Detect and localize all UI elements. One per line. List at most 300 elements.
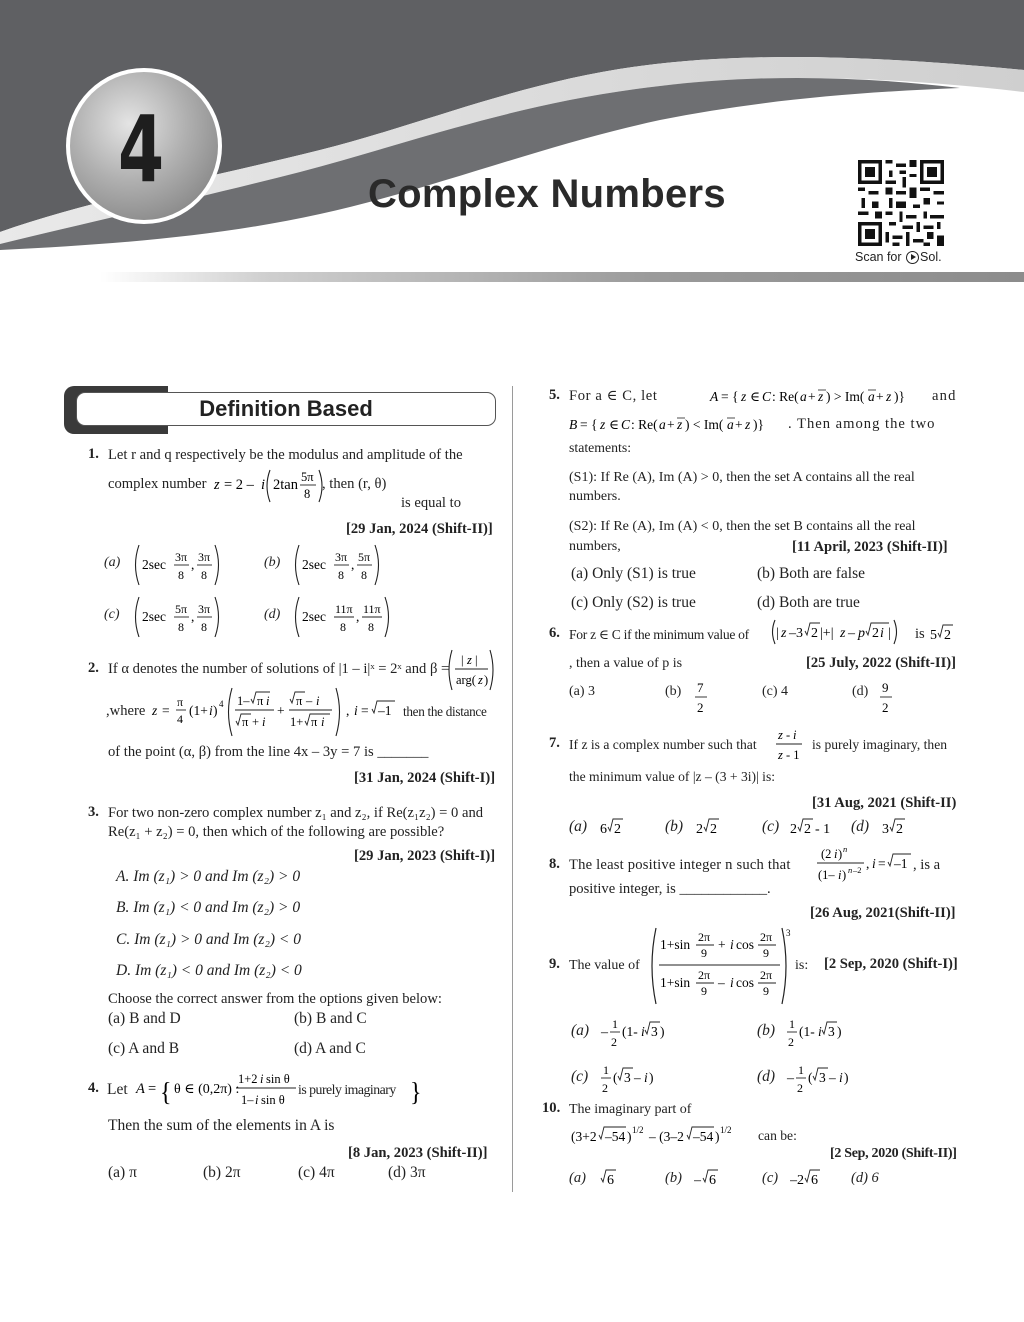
q8-text-line1-pre: The least positive integer n such that [569,857,791,873]
svg-text:|: | [776,626,779,641]
q7-option-d[interactable]: (d) [851,818,870,835]
q10-option-b-value [694,1166,728,1190]
svg-text:z: z [152,703,158,718]
svg-text:–2: –2 [853,865,862,875]
svg-text:+: + [252,715,260,729]
q2-text-line2-post: then the distance [403,704,487,719]
q4-option-a[interactable]: (a) π [108,1164,137,1181]
q1-text-line2-post: , then (r, θ) [322,476,387,492]
q1-option-a[interactable]: (a) [104,555,121,570]
q3-statement-d: D. Im (z₁) < 0 and Im (z₂) < 0 [116,962,302,979]
svg-text:i: i [872,856,876,871]
svg-text:z: z [467,653,472,667]
q5-set-a [708,384,920,410]
q2-text-line2-pre: ,where [106,703,146,719]
q3-option-c[interactable]: (c) A and B [108,1040,180,1057]
svg-text:)}: )} [753,417,764,432]
q5-option-d[interactable]: (d) Both are true [757,594,860,611]
svg-text:9: 9 [882,680,889,695]
svg-text:–1: –1 [378,703,392,718]
q5-s1-line2: numbers. [569,489,621,504]
svg-text:2sec: 2sec [142,609,166,624]
svg-text:B: B [569,417,578,432]
q5-option-c[interactable]: (c) Only (S2) is true [571,594,696,611]
svg-text:2: 2 [811,626,818,641]
q6-option-d[interactable]: (d) [852,684,869,699]
q1-option-d[interactable]: (d) [264,607,281,622]
svg-text:a: a [800,389,807,404]
question-number: 7. [549,735,560,751]
q10-text-line1: The imaginary part of [569,1102,692,1117]
q9-text-line1-pre: The value of [569,958,640,973]
q6-option-a[interactable]: (a) 3 [569,684,596,699]
q1-text-line2-pre: complex number [108,476,207,492]
q3-text-line2: Re(z₁ + z₂) = 0, then which of the following are possible? [108,824,445,840]
svg-text:2tan: 2tan [273,477,298,493]
svg-text:(: ( [613,1070,618,1085]
svg-text:n: n [843,844,848,854]
q1-complex-expression [212,464,332,508]
svg-text:–: – [718,975,725,990]
q10-text-line2-post: can be: [758,1128,797,1143]
q4-text-line2: Then the sum of the elements in A is [108,1117,335,1134]
svg-text:i: i [316,694,320,708]
q1-text-line1: Let r and q respectively be the modulus and amplitude of the [108,447,463,463]
svg-text:π: π [177,695,184,709]
q5-source: [11 April, 2023 (Shift-II)] [792,539,948,555]
q9-option-b-value [786,1013,856,1055]
svg-text:2: 2 [882,700,889,715]
q7-option-c-value [790,815,840,839]
svg-text:2: 2 [614,822,621,837]
svg-text:2: 2 [944,628,951,643]
q3-instruction: Choose the correct answer from the options given below: [108,991,442,1007]
q3-statement-a: A. Im (z₁) > 0 and Im (z₂) > 0 [116,868,301,885]
svg-text:π: π [311,715,318,729]
svg-text:a: a [868,389,875,404]
svg-text:}: } [410,1078,422,1107]
svg-text:8: 8 [201,568,207,582]
svg-text:=: = [878,856,886,871]
svg-text:z: z [778,748,783,762]
svg-text:3: 3 [651,1024,658,1039]
svg-text:A: A [136,1081,145,1097]
svg-text:–: – [601,1025,608,1040]
svg-text:1+: 1+ [290,715,304,729]
svg-text:1/2: 1/2 [720,1125,732,1135]
q5-s1-line1: (S1): If Re (A), Im (A) > 0, then the set A contains all the real [569,470,915,485]
q7-option-a[interactable]: (a) [569,818,588,835]
svg-text:–3: –3 [789,626,803,641]
svg-text:–2: –2 [790,1173,804,1188]
q1-option-d-value [292,594,402,640]
svg-text:3: 3 [624,1070,631,1085]
svg-text:8: 8 [338,568,344,582]
svg-text:p: p [858,626,865,641]
q1-text-line3: is equal to [401,495,461,511]
scan-for-solution-label [855,250,942,264]
svg-text:2sec: 2sec [142,557,166,572]
q9-option-b[interactable]: (b) [757,1022,776,1039]
svg-text:i: i [321,715,325,729]
play-icon [906,251,919,264]
svg-text:+: + [667,417,675,432]
svg-text:{: { [160,1078,172,1107]
svg-text:2: 2 [611,1035,617,1049]
svg-text:)}: )} [894,389,905,404]
svg-text:i: i [261,477,266,493]
svg-text:): ) [842,868,847,882]
q8-text-line1-post: , is a [913,857,941,873]
svg-text:8: 8 [304,487,311,501]
header-divider [100,272,1024,282]
svg-text:+: + [808,389,816,404]
svg-text:) < Im(: ) < Im( [685,417,724,432]
q7-option-b[interactable]: (b) [665,818,684,835]
q9-text-line1-post: is: [795,958,809,973]
svg-text:i: i [266,694,270,708]
svg-text:sin θ: sin θ [261,1093,285,1107]
svg-text:6: 6 [607,1173,614,1188]
svg-text:2: 2 [697,700,704,715]
q6-option-c[interactable]: (c) 4 [762,684,789,699]
svg-text:2sec: 2sec [302,609,326,624]
svg-text:): ) [213,703,218,718]
svg-text:π: π [257,694,264,708]
svg-text:3: 3 [786,928,791,938]
q1-option-b-value [292,542,402,588]
svg-text:(1-: (1- [622,1024,638,1039]
svg-text:3: 3 [819,1070,826,1085]
svg-text:=: = [148,1081,157,1097]
svg-text:i: i [354,703,358,718]
q6-option-b-value [694,676,710,716]
svg-text:+: + [735,417,743,432]
svg-text:z: z [781,626,787,641]
svg-text:1+sin: 1+sin [660,975,691,990]
svg-text:): ) [660,1024,665,1039]
q5-s2-line2: numbers, [569,539,621,554]
svg-text:-: - [786,728,791,742]
q7-option-d-value [882,815,912,839]
svg-text:1: 1 [612,1017,618,1031]
svg-text:2π: 2π [698,930,711,944]
q9-option-d[interactable]: (d) [757,1068,776,1085]
svg-text:i: i [255,1093,259,1107]
svg-text:1+sin: 1+sin [660,937,691,952]
svg-text:1+2: 1+2 [238,1072,258,1086]
svg-text:- 1: - 1 [815,822,831,837]
svg-text:4: 4 [177,712,183,726]
svg-text:8: 8 [361,568,367,582]
svg-text:2: 2 [710,822,717,837]
svg-text:5: 5 [930,628,937,643]
svg-text:– (3–2: – (3–2 [649,1129,684,1144]
svg-text:i: i [262,715,266,729]
svg-text:6: 6 [811,1173,818,1188]
q1-source: [29 Jan, 2024 (Shift-II)] [346,521,493,537]
svg-text:a: a [727,417,734,432]
svg-text:2π: 2π [698,968,711,982]
q2-z-expression [150,686,400,738]
svg-text:π: π [296,694,303,708]
q9-source: [2 Sep, 2020 (Shift-I)] [824,956,958,972]
svg-text:2: 2 [696,822,703,837]
q7-text-line2: the minimum value of |z – (3 + 3i)| is: [569,769,776,784]
q9-option-a-value [600,1013,680,1055]
q6-option-d-value [879,676,895,716]
svg-text:(: ( [808,1070,813,1085]
q4-set-text: is purely imaginary [298,1082,396,1097]
q5-text-line3: statements: [569,440,632,455]
svg-text:=: = [162,703,170,718]
svg-text:): ) [838,847,843,861]
q7-option-c[interactable]: (c) [762,818,780,835]
svg-text:) > Im(: ) > Im( [826,389,865,404]
svg-text:4: 4 [219,699,224,709]
q2-text-line3: of the point (α, β) from the line 4x – 3y = 7 is _______ [108,744,429,760]
svg-text:z: z [745,417,751,432]
svg-text:9: 9 [763,946,769,960]
svg-text:11π: 11π [363,602,381,616]
q3-source: [29 Jan, 2023 (Shift-I)] [354,848,496,864]
question-number: 4. [88,1080,99,1096]
svg-text:1: 1 [789,1017,795,1031]
svg-text:): ) [627,1129,632,1144]
question-number: 8. [549,856,560,872]
q9-expression [648,924,794,1006]
svg-text:∈: ∈ [609,417,619,432]
q10-source: [2 Sep, 2020 (Shift-II)] [830,1146,957,1161]
svg-text:–: – [848,626,855,641]
qr-code-icon[interactable] [858,160,944,246]
scan-label-pre: Scan for [855,250,902,264]
q1-option-c-value [132,594,242,640]
svg-text:- 1: - 1 [786,748,800,762]
question-number: 10. [542,1100,561,1116]
svg-text:2: 2 [788,1035,794,1049]
svg-text:A: A [710,389,719,404]
svg-text:C: C [621,417,631,432]
q10-option-c-value [790,1166,830,1190]
svg-text:= 2 –: = 2 – [224,477,254,493]
q3-option-b[interactable]: (b) B and C [294,1010,367,1027]
svg-text:|: | [461,653,464,667]
svg-text:3π: 3π [198,550,211,564]
svg-text:2: 2 [797,1081,803,1095]
svg-text:2sec: 2sec [302,557,326,572]
svg-text:+: + [718,937,726,952]
svg-text:2: 2 [804,822,811,837]
svg-text:8: 8 [340,620,346,634]
svg-text:(1+: (1+ [189,703,208,718]
q10-option-a[interactable]: (a) [569,1170,586,1186]
section-heading-box [64,386,498,434]
question-number: 3. [88,804,99,820]
svg-text:= {: = { [721,389,739,404]
svg-text:+: + [277,703,285,718]
svg-text:: Re(: : Re( [772,389,799,404]
q6-text-line1-pre: For z ∈ C if the minimum value of [569,627,749,642]
svg-text:–54: –54 [693,1129,714,1144]
svg-text:–: – [694,1173,701,1188]
svg-text:5π: 5π [301,470,314,484]
svg-text:–: – [306,694,313,708]
svg-text:z: z [214,477,220,493]
svg-text:2: 2 [896,822,903,837]
q9-option-d-value [786,1059,866,1101]
svg-text:9: 9 [701,946,707,960]
q5-option-b[interactable]: (b) Both are false [757,565,866,582]
q6-text-line2: , then a value of p is [569,656,683,671]
svg-text:): ) [484,673,489,687]
q5-option-a[interactable]: (a) Only (S1) is true [571,565,696,582]
svg-text:i: i [730,937,734,952]
q9-option-c[interactable]: (c) [571,1068,589,1085]
q7-option-b-value [696,815,726,839]
q6-min-expression [770,618,910,646]
question-number: 1. [88,446,99,462]
svg-text:(3+2: (3+2 [571,1129,597,1144]
svg-text:z: z [886,389,892,404]
svg-text:–: – [787,1071,794,1086]
svg-text:i: i [730,975,734,990]
svg-text:2π: 2π [760,968,773,982]
q1-option-a-value [132,542,242,588]
svg-text:–: – [829,1070,836,1085]
q6-text-line1-post: is [915,626,925,642]
q4-option-b[interactable]: (b) 2π [203,1164,241,1181]
svg-text:1/2: 1/2 [632,1125,644,1135]
svg-text:8: 8 [178,620,184,634]
q2-source: [31 Jan, 2024 (Shift-I)] [354,770,496,786]
svg-text:i: i [209,703,213,718]
svg-text:a: a [659,417,666,432]
q10-option-d[interactable]: (d) 6 [851,1170,879,1186]
svg-text:z: z [741,389,747,404]
question-number: 6. [549,625,560,641]
svg-text:5π: 5π [358,550,371,564]
column-divider [512,386,513,1192]
q3-option-a[interactable]: (a) B and D [108,1010,181,1027]
q3-statement-b: B. Im (z₁) < 0 and Im (z₂) > 0 [116,899,301,916]
svg-text:3: 3 [882,822,889,837]
question-number: 5. [549,387,560,403]
q6-source: [25 July, 2022 (Shift-II)] [806,655,956,671]
svg-text:i: i [838,868,842,882]
svg-text:z: z [677,417,683,432]
question-number: 9. [549,956,560,972]
svg-text:–1: –1 [894,856,908,871]
svg-text:z: z [778,728,783,742]
svg-text:): ) [837,1024,842,1039]
svg-text:5π: 5π [175,602,188,616]
svg-text:3π: 3π [335,550,348,564]
q4-text-line1-pre: Let [107,1081,128,1098]
svg-text:2: 2 [790,822,797,837]
svg-text:8: 8 [178,568,184,582]
svg-text:3π: 3π [198,602,211,616]
svg-text:∈: ∈ [750,389,760,404]
svg-text:1: 1 [798,1063,804,1077]
svg-text:7: 7 [697,680,704,695]
svg-text:): ) [844,1070,849,1085]
q2-text-line1: If α denotes the number of solutions of |1 – i|ˣ = 2ˣ and β = [108,661,450,677]
q8-expression [816,843,912,885]
svg-text:,: , [356,609,360,624]
chapter-number: 4 [118,96,165,203]
svg-text:C: C [762,389,772,404]
q4-source: [8 Jan, 2023 (Shift-II)] [348,1145,488,1161]
svg-text:i: i [644,1070,648,1085]
question-number: 2. [88,660,99,676]
svg-text:i: i [839,1070,843,1085]
svg-text:π: π [242,715,249,729]
svg-text:sin θ: sin θ [266,1072,290,1086]
svg-text:3π: 3π [175,550,188,564]
svg-text:i: i [260,1072,264,1086]
svg-text:cos: cos [736,975,754,990]
q10-option-b[interactable]: (b) [665,1170,682,1186]
svg-text:1–: 1– [237,694,250,708]
q5-text-line1-post: and [932,388,957,404]
svg-text:+: + [876,389,884,404]
q7-text-line1-pre: If z is a complex number such that [569,737,757,752]
svg-text:,: , [351,557,355,572]
svg-text:z: z [478,673,483,687]
svg-text:θ ∈ (0,2π) :: θ ∈ (0,2π) : [174,1082,240,1097]
svg-text:|: | [475,653,478,667]
q10-expression [569,1122,759,1148]
q9-option-a[interactable]: (a) [571,1022,590,1039]
q6-option-b[interactable]: (b) [665,684,682,699]
svg-text:1: 1 [603,1063,609,1077]
svg-text:2π: 2π [760,930,773,944]
q6-min-value [930,620,962,644]
svg-text:–: – [634,1070,641,1085]
svg-text:(1-: (1- [799,1024,815,1039]
svg-text:8: 8 [368,620,374,634]
q5-set-b [567,412,791,438]
svg-text:11π: 11π [335,602,353,616]
svg-text:,: , [191,557,195,572]
chapter-title: Complex Numbers [368,172,726,216]
svg-text:6: 6 [709,1173,716,1188]
svg-text:: Re(: : Re( [631,417,658,432]
svg-text:1–: 1– [241,1093,254,1107]
q4-option-c[interactable]: (c) 4π [298,1164,335,1181]
q1-option-b[interactable]: (b) [264,555,281,570]
q7-fraction [774,724,808,764]
svg-text:i: i [793,728,797,742]
svg-text:arg(: arg( [456,673,476,687]
svg-text:z: z [818,389,824,404]
q3-option-d[interactable]: (d) A and C [294,1040,366,1057]
svg-text:2: 2 [872,626,879,641]
q1-option-c[interactable]: (c) [104,607,120,622]
svg-text:2: 2 [602,1081,608,1095]
svg-text:i: i [641,1024,645,1039]
svg-text:(2: (2 [821,847,832,861]
q8-source: [26 Aug, 2021(Shift-II)] [810,905,956,921]
svg-text:i: i [818,1024,822,1039]
q10-option-c[interactable]: (c) [762,1170,779,1186]
svg-text:9: 9 [701,984,707,998]
q4-option-d[interactable]: (d) 3π [388,1164,426,1181]
svg-text:,: , [866,856,870,871]
svg-text:,: , [191,609,195,624]
svg-text:,: , [346,703,350,718]
